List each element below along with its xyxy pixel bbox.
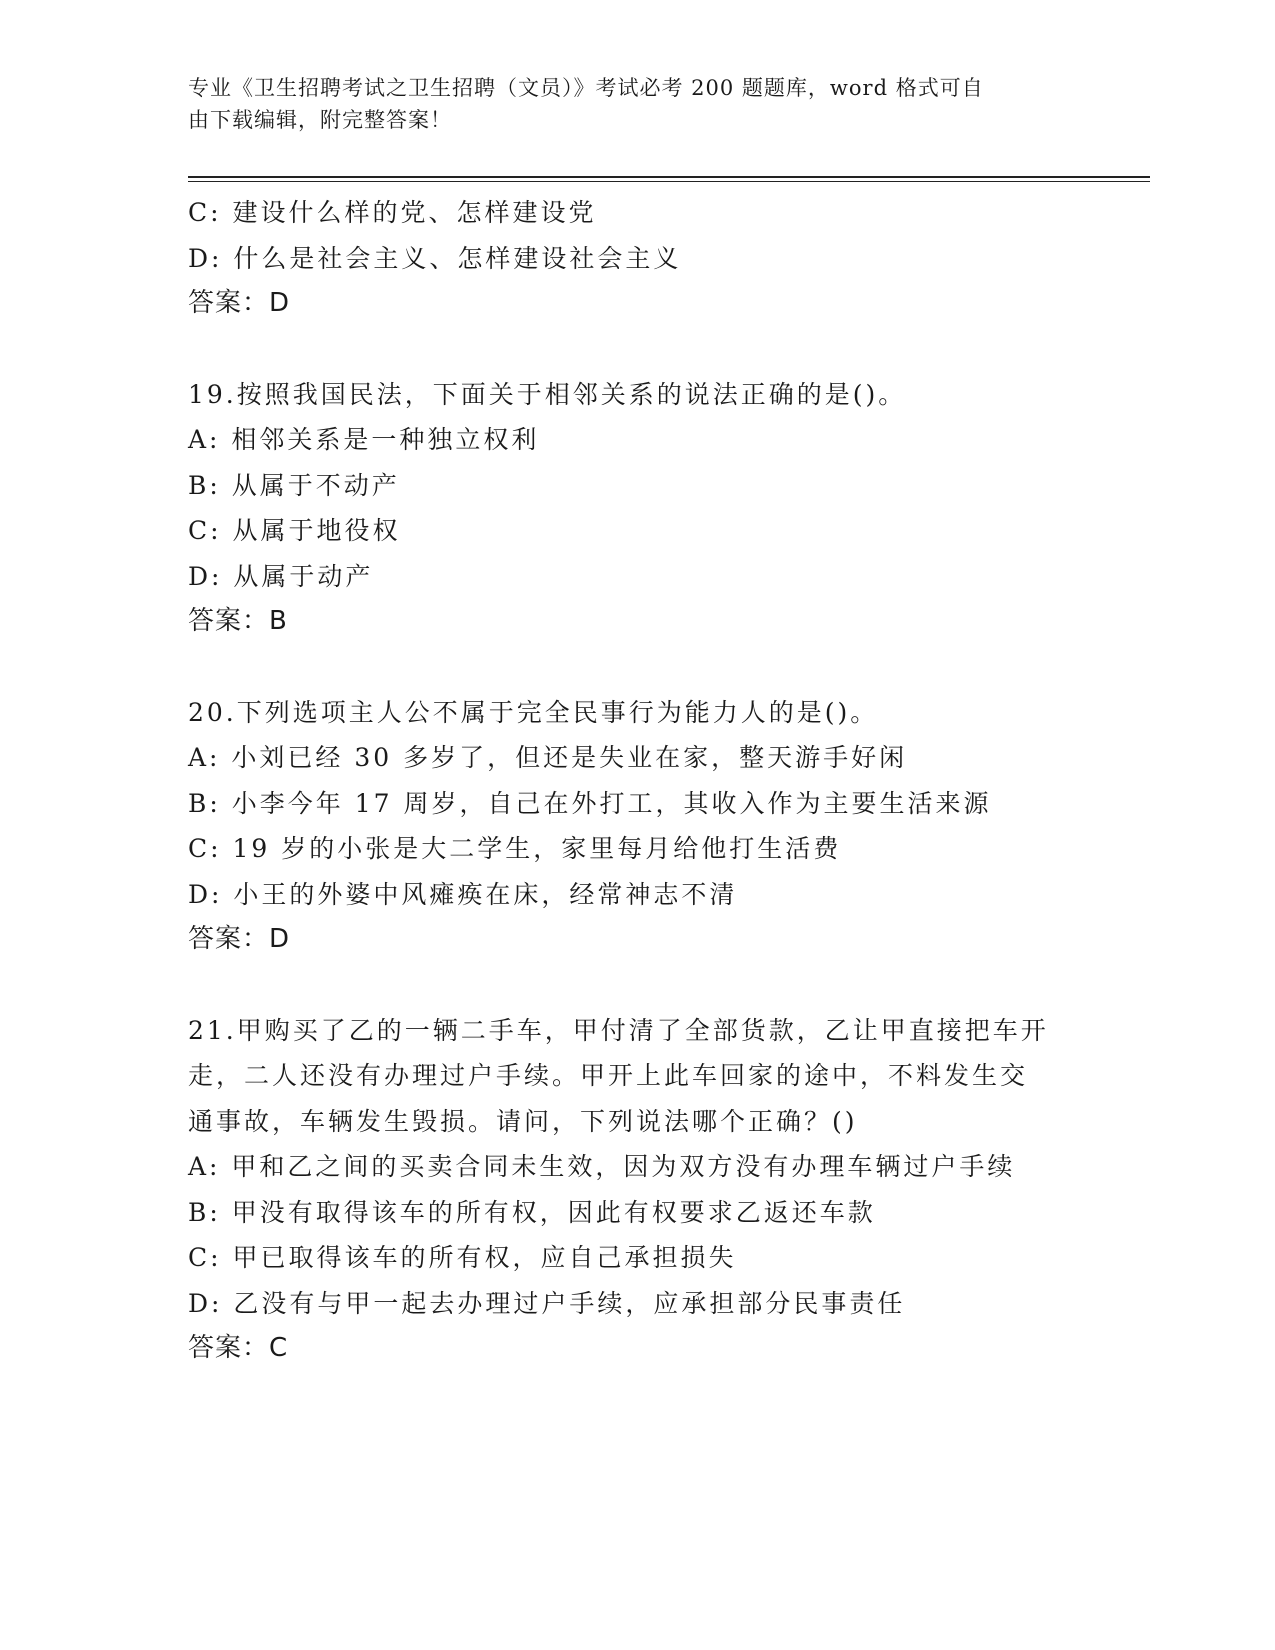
option-d: D: 从属于动产 — [188, 561, 374, 591]
option-b: B: 小李今年 17 周岁，自己在外打工，其收入作为主要生活来源 — [188, 788, 992, 818]
document-header — [188, 72, 1068, 136]
option-c: C: 甲已取得该车的所有权，应自己承担损失 — [188, 1243, 737, 1272]
answer: 答案：D — [188, 288, 291, 318]
question-stem-line-2: 走，二人还没有办理过户手续。甲开上此车回家的途中，不料发生交 — [188, 1061, 1029, 1090]
option-d: D: 小王的外婆中风瘫痪在床，经常神志不清 — [188, 879, 738, 909]
spacer — [188, 327, 1088, 372]
option-c: C: 从属于地役权 — [188, 516, 401, 545]
option-d: D: 什么是社会主义、怎样建设社会主义 — [188, 243, 682, 273]
option-a: A: 甲和乙之间的买卖合同未生效，因为双方没有办理车辆过户手续 — [188, 1152, 1016, 1181]
question-stem: 20.下列选项主人公不属于完全民事行为能力人的是()。 — [188, 697, 879, 727]
answer: 答案：D — [188, 924, 291, 954]
question-stem: 19.按照我国民法，下面关于相邻关系的说法正确的是()。 — [188, 379, 907, 409]
option-b: B: 从属于不动产 — [188, 470, 400, 500]
spacer — [188, 963, 1088, 1008]
question-21 — [188, 1008, 1088, 1372]
spacer — [188, 645, 1088, 690]
question-18-tail — [188, 190, 1088, 327]
question-stem-line-3: 通事故，车辆发生毁损。请问，下列说法哪个正确？() — [188, 1106, 858, 1136]
option-a: A: 相邻关系是一种独立权利 — [188, 425, 540, 454]
option-c: C: 建设什么样的党、怎样建设党 — [188, 198, 597, 227]
option-d: D: 乙没有与甲一起去办理过户手续，应承担部分民事责任 — [188, 1288, 906, 1318]
option-c: C: 19 岁的小张是大二学生，家里每月给他打生活费 — [188, 834, 842, 863]
option-b: B: 甲没有取得该车的所有权，因此有权要求乙返还车款 — [188, 1197, 876, 1227]
answer: 答案：B — [188, 606, 288, 636]
question-stem-line-1: 21.甲购买了乙的一辆二手车，甲付清了全部货款，乙让甲直接把车开 — [188, 1015, 1049, 1045]
question-19 — [188, 372, 1088, 645]
answer: 答案：C — [188, 1333, 289, 1363]
header-divider-thick — [188, 176, 1150, 178]
header-line-2: 由下载编辑，附完整答案！ — [188, 108, 452, 132]
header-divider-thin — [188, 181, 1150, 182]
question-20 — [188, 690, 1088, 963]
question-list — [188, 190, 1088, 1372]
header-line-1: 专业《卫生招聘考试之卫生招聘（文员）》考试必考 200 题题库，word 格式可自 — [188, 76, 984, 100]
option-a: A: 小刘已经 30 多岁了，但还是失业在家，整天游手好闲 — [188, 743, 908, 772]
